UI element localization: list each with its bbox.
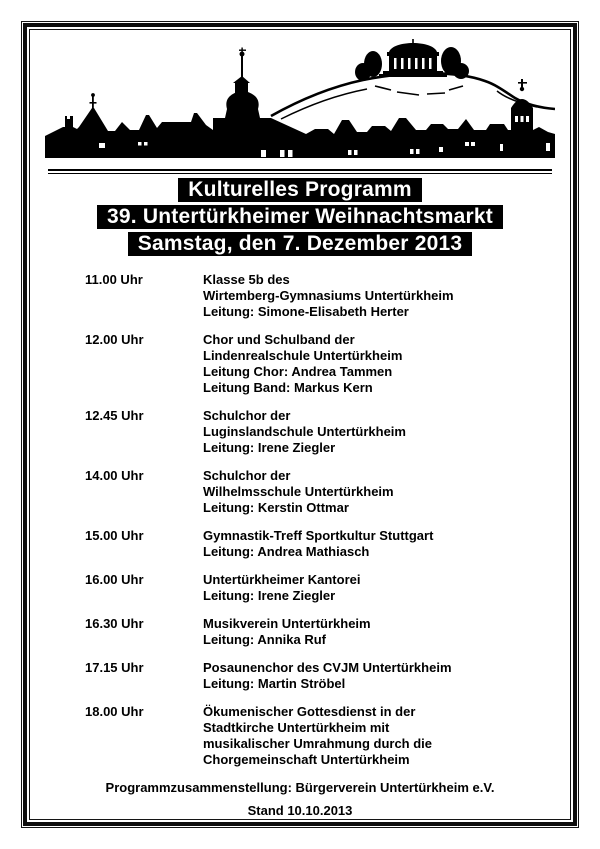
entry-line: Gymnastik-Treff Sportkultur Stuttgart — [203, 528, 434, 543]
flyer-content — [33, 32, 567, 819]
entry-line: Schulchor der — [203, 468, 291, 483]
title-block — [33, 178, 567, 256]
entry-time: 18.00 Uhr — [85, 704, 144, 719]
footer-stand: Stand 10.10.2013 — [247, 803, 353, 818]
rooftops-silhouette — [45, 108, 555, 158]
spire-finial-icon — [90, 93, 97, 108]
entry-line: Musikverein Untertürkheim — [203, 616, 371, 631]
program-entry — [85, 660, 567, 692]
church-tower-icon — [225, 48, 260, 119]
entry-line: Leitung: Irene Ziegler — [203, 440, 336, 455]
entry-description — [203, 332, 402, 396]
entry-line: Leitung: Kerstin Ottmar — [203, 500, 349, 515]
entry-line: Leitung: Andrea Mathiasch — [203, 544, 370, 559]
entry-description — [203, 408, 406, 456]
entry-line: Wilhelmsschule Untertürkheim — [203, 484, 394, 499]
entry-line: musikalischer Umrahmung durch die — [203, 736, 433, 751]
entry-time: 16.30 Uhr — [85, 616, 144, 631]
entry-line: Chorgemeinschaft Untertürkheim — [203, 752, 410, 767]
entry-time: 12.45 Uhr — [85, 408, 144, 423]
entry-line: Untertürkheimer Kantorei — [203, 572, 361, 587]
entry-line: Stadtkirche Untertürkheim mit — [203, 720, 390, 735]
title-line-1: Kulturelles Programm — [178, 178, 421, 202]
entry-line: Leitung Chor: Andrea Tammen — [203, 364, 393, 379]
entry-time: 16.00 Uhr — [85, 572, 144, 587]
town-skyline-icon — [45, 38, 555, 160]
entry-description — [203, 528, 433, 560]
divider-rule — [48, 169, 552, 174]
program-entry — [85, 468, 567, 516]
entry-line: Leitung Band: Markus Kern — [203, 380, 373, 395]
entry-line: Schulchor der — [203, 408, 291, 423]
entry-line: Lindenrealschule Untertürkheim — [203, 348, 403, 363]
entry-line: Leitung: Irene Ziegler — [203, 588, 336, 603]
entry-description — [203, 572, 360, 604]
entry-line: Luginslandschule Untertürkheim — [203, 424, 406, 439]
hilltop-chapel-icon — [355, 39, 469, 81]
entry-time: 15.00 Uhr — [85, 528, 144, 543]
entry-description — [203, 660, 452, 692]
entry-line: Posaunenchor des CVJM Untertürkheim — [203, 660, 452, 675]
entry-line: Leitung: Simone-Elisabeth Herter — [203, 304, 409, 319]
program-entry — [85, 272, 567, 320]
entry-line: Ökumenischer Gottesdienst in der — [203, 704, 416, 719]
entry-line: Leitung: Annika Ruf — [203, 632, 327, 647]
entry-description — [203, 704, 432, 768]
entry-line: Leitung: Martin Ströbel — [203, 676, 346, 691]
program-entry — [85, 616, 567, 648]
program-entry — [85, 704, 567, 768]
entry-time: 12.00 Uhr — [85, 332, 144, 347]
entry-description — [203, 272, 454, 320]
entry-time: 14.00 Uhr — [85, 468, 144, 483]
entry-line: Wirtemberg-Gymnasiums Untertürkheim — [203, 288, 454, 303]
entry-description — [203, 468, 394, 516]
program-entry — [85, 528, 567, 560]
title-line-2: 39. Untertürkheimer Weihnachtsmarkt — [97, 205, 503, 229]
entry-line: Klasse 5b des — [203, 272, 290, 287]
program-entry — [85, 408, 567, 456]
footer-credit: Programmzusammenstellung: Bürgerverein Untertürkheim e.V. — [105, 780, 495, 795]
program-entry — [85, 332, 567, 396]
entry-time: 11.00 Uhr — [85, 272, 143, 287]
entry-description — [203, 616, 371, 648]
program-entry — [85, 572, 567, 604]
program-list — [33, 272, 567, 768]
entry-line: Chor und Schulband der — [203, 332, 355, 347]
title-line-3: Samstag, den 7. Dezember 2013 — [128, 232, 472, 256]
entry-time: 17.15 Uhr — [85, 660, 144, 675]
